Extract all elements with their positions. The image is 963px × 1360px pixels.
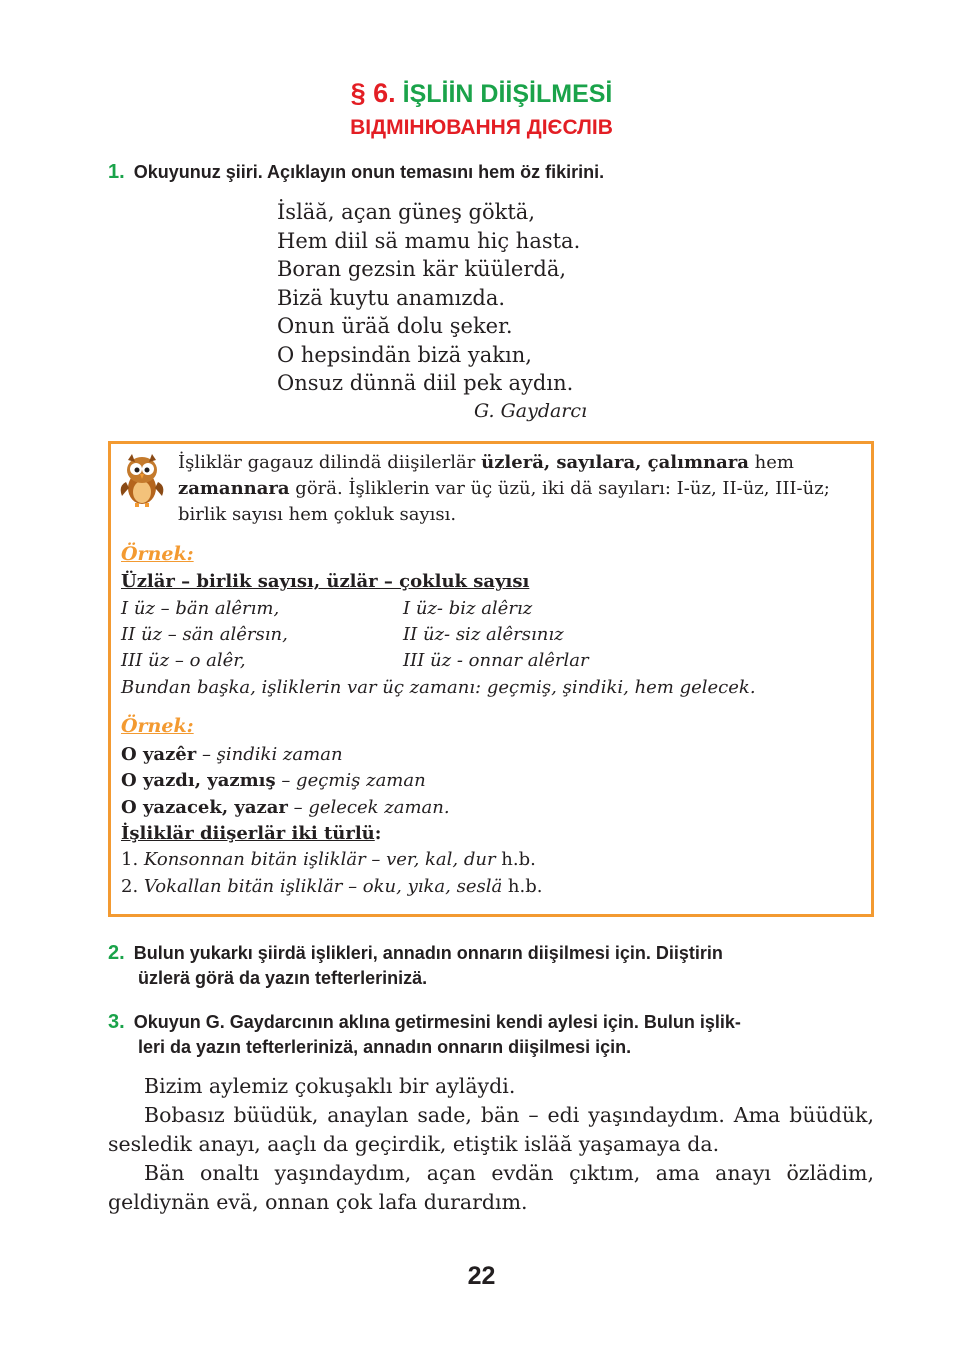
poem-line: Boran gezsin kär küülerdä,	[277, 257, 567, 281]
example-label: Örnek:	[121, 715, 194, 737]
verb-form: O yazdı, yazmış	[121, 770, 276, 791]
section-subtitle: ВІДМІНЮВАННЯ ДІЄСЛІВ	[350, 116, 613, 139]
conjugation-row	[121, 622, 564, 648]
rule-term: zamannara	[178, 478, 290, 499]
rule-term: üzlerä, sayılara, çalımnara	[481, 452, 749, 473]
types-header	[121, 821, 381, 847]
conjugation-row	[121, 648, 589, 674]
singular-form: I üz – bän alêrım,	[121, 598, 280, 619]
page-number: 22	[467, 1262, 496, 1290]
task-1	[108, 160, 874, 185]
poem-line: İsläă, açan güneş göktä,	[277, 200, 535, 224]
task-3	[108, 1010, 874, 1060]
paragraph: Bobasız büüdük, anaylan sade, bän – edi yaşındaydım. Ama büüdük, sesledik anayı, aaçlı da geçirdik, etiştik isläă yaşamaya da.	[108, 1103, 874, 1156]
singular-form: II üz – sän alêrsın,	[121, 624, 288, 645]
task-text: Okuyun G. Gaydarcının aklına getirmesini kendi aylesi için. Bulun işlik-	[133, 1012, 741, 1032]
verb-type-1	[121, 847, 536, 873]
tenses-note: Bundan başka, işliklerin var üç zamanı: geçmiş, şindiki, hem gelecek.	[121, 677, 756, 698]
owl-icon	[116, 452, 168, 508]
poem-line: O hepsindän bizä yakın,	[277, 342, 532, 367]
tense-name: – gelecek zaman.	[287, 797, 450, 818]
verb-type-2	[121, 874, 542, 900]
rule-text: hem	[748, 452, 794, 473]
abbrev: h.b.	[502, 876, 543, 897]
singular-form: III üz – o alêr,	[121, 650, 246, 671]
task-number: 3.	[108, 1011, 125, 1033]
prose-text	[108, 1072, 874, 1217]
task-number: 2.	[108, 942, 125, 964]
table-header: Üzlär – birlik sayısı, üzlär – çokluk sayısı	[121, 571, 530, 592]
verb-form: O yazêr	[121, 744, 197, 765]
rule-text: İşliklär gagauz dilindä diişilerlär	[178, 452, 482, 473]
list-number: 2.	[121, 876, 144, 897]
section-number: § 6.	[350, 78, 396, 108]
types-colon: :	[374, 823, 382, 844]
poem	[277, 198, 580, 398]
tense-name: – geçmiş zaman	[275, 770, 426, 791]
plural-form: II üz- siz alêrsınız	[403, 624, 564, 645]
poem-line: Onun üräă dolu şeker.	[277, 314, 513, 338]
paragraph: Bän onaltı yaşındaydım, açan evdän çıktım, ama anayı özlädim, geldiynän evä, onnan çok lafa durardım.	[108, 1161, 874, 1214]
task-2	[108, 941, 874, 991]
poem-author: G. Gaydarcı	[474, 400, 588, 422]
tense-name: – şindiki zaman	[196, 744, 343, 765]
task-text: leri da yazın tefterlerinizä, annadın onnarın diişilmesi için.	[138, 1037, 632, 1057]
paragraph: Bizim aylemiz çokuşaklı bir ayläydi.	[144, 1074, 516, 1098]
types-header-text: İşliklär diişerlär iki türlü	[121, 823, 375, 844]
poem-line: Bizä kuytu anamızda.	[277, 285, 506, 310]
plural-form: I üz- biz alêrız	[403, 598, 533, 619]
list-number: 1.	[121, 849, 144, 870]
tense-example	[121, 795, 450, 821]
poem-line: Onsuz dünnä diil pek aydın.	[277, 371, 574, 395]
task-text: Okuyunuz şiiri. Açıklayın onun temasını hem öz fikirini.	[133, 162, 605, 182]
verb-type-text: Vokallan bitän işliklär – oku, yıka, seslä	[143, 876, 503, 897]
section-title-text: İŞLİİN DİİŞİLMESİ	[402, 80, 613, 108]
verb-form: O yazacek, yazar	[121, 797, 288, 818]
verb-type-text: Konsonnan bitän işliklär – ver, kal, dur	[143, 849, 496, 870]
abbrev: h.b.	[495, 849, 536, 870]
task-text: Bulun yukarkı şiirdä işlikleri, annadın onnarın diişilmesi için. Diiştirin	[133, 943, 723, 963]
section-title	[0, 78, 963, 109]
poem-line: Hem diil sä mamu hiç hasta.	[277, 228, 581, 253]
rule-text: görä. İşliklerin var üç üzü, iki dä sayıları: I-üz, II-üz, III-üz; birlik sayısı hem çokluk sayısı.	[178, 478, 830, 525]
plural-form: III üz - onnar alêrlar	[403, 650, 589, 671]
tense-example	[121, 768, 426, 794]
conjugation-row	[121, 596, 533, 622]
tense-example	[121, 742, 343, 768]
rule-intro	[178, 450, 863, 528]
task-number: 1.	[108, 161, 125, 183]
task-text: üzlerä görä da yazın tefterlerinizä.	[138, 968, 428, 988]
example-label: Örnek:	[121, 543, 194, 565]
